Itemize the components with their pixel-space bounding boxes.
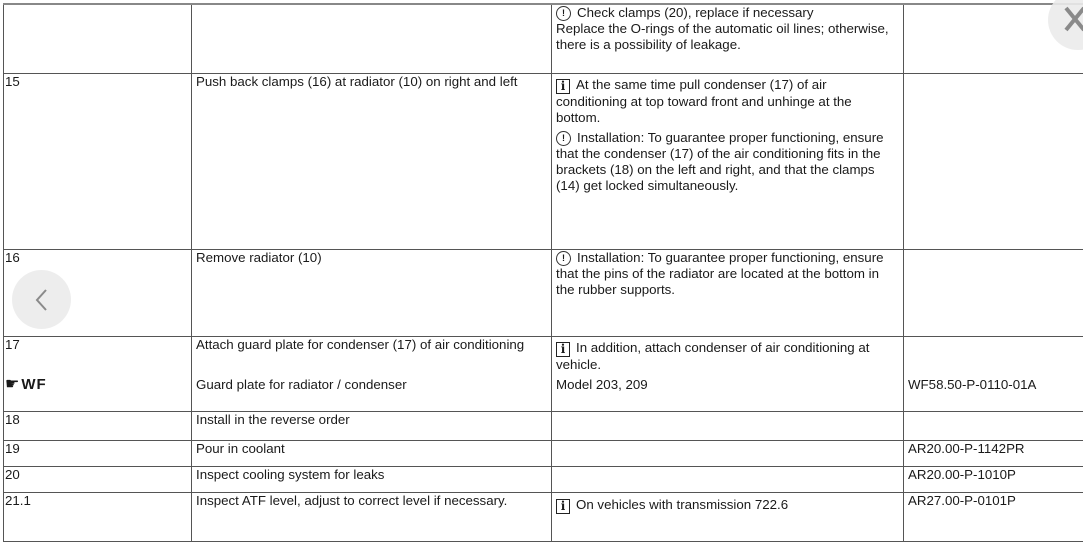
- note-text: On vehicles with transmission 722.6: [576, 497, 789, 512]
- reference-cell: [904, 74, 1083, 250]
- reference-cell: [904, 337, 1083, 378]
- reference-link[interactable]: WF58.50-P-0110-01A: [904, 377, 1083, 412]
- action-cell: Guard plate for radiator / condenser: [192, 377, 552, 412]
- step-cell: 17: [4, 337, 192, 378]
- step-cell: [4, 4, 192, 74]
- step-cell: 20: [4, 467, 192, 493]
- pointing-hand-icon: ☛: [5, 376, 20, 393]
- notes-cell: [552, 467, 904, 493]
- notes-cell: Model 203, 209: [552, 377, 904, 412]
- action-cell: Inspect cooling system for leaks: [192, 467, 552, 493]
- info-icon: i: [556, 79, 570, 94]
- notes-cell: [552, 337, 904, 378]
- step-cell: 19: [4, 441, 192, 467]
- action-cell: Remove radiator (10): [192, 250, 552, 337]
- note-text: Replace the O-rings of the automatic oil lines; otherwise, there is a possibility of leakage.: [556, 21, 889, 52]
- notes-cell: [552, 74, 904, 250]
- action-cell: Pour in coolant: [192, 441, 552, 467]
- table-row: [4, 467, 1083, 493]
- note-text: Check clamps (20), replace if necessary: [577, 5, 814, 20]
- chevron-left-icon: [32, 286, 52, 314]
- note-text: Installation: To guarantee proper functioning, ensure that the condenser (17) of the air conditioning fits in the brackets (18) on the left and right, and that the clamps (14) get locked simultaneously.: [556, 130, 884, 193]
- note-icon: !: [556, 251, 571, 266]
- action-cell: Install in the reverse order: [192, 412, 552, 441]
- note-text: At the same time pull condenser (17) of air conditioning at top toward front and unhinge at the bottom.: [556, 77, 852, 125]
- step-cell: 16: [4, 250, 192, 337]
- previous-page-button[interactable]: [12, 270, 71, 329]
- note-text: In addition, attach condenser of air conditioning at vehicle.: [556, 340, 870, 372]
- note-icon: !: [556, 131, 571, 146]
- info-icon: i: [556, 499, 570, 514]
- reference-link[interactable]: AR20.00-P-1010P: [904, 467, 1083, 493]
- step-cell: 18: [4, 412, 192, 441]
- action-cell: Inspect ATF level, adjust to correct level if necessary.: [192, 493, 552, 542]
- step-cell: [4, 377, 192, 412]
- notes-cell: [552, 493, 904, 542]
- notes-cell: [552, 4, 904, 74]
- table-row: [4, 441, 1083, 467]
- note-icon: !: [556, 6, 571, 21]
- step-cell: 21.1: [4, 493, 192, 542]
- table-row: [4, 337, 1083, 378]
- wf-label: WF: [21, 376, 47, 393]
- close-icon: [1048, 0, 1083, 50]
- table-row: [4, 250, 1083, 337]
- table-row: [4, 377, 1083, 412]
- reference-link[interactable]: AR20.00-P-1142PR: [904, 441, 1083, 467]
- notes-cell: [552, 441, 904, 467]
- table-row: [4, 74, 1083, 250]
- note-text: Installation: To guarantee proper functioning, ensure that the pins of the radiator are located at the bottom in the rubber supports.: [556, 250, 884, 297]
- info-icon: i: [556, 342, 570, 357]
- reference-link[interactable]: AR27.00-P-0101P: [904, 493, 1083, 542]
- notes-cell: [552, 412, 904, 441]
- table-row: [4, 412, 1083, 441]
- action-cell: Attach guard plate for condenser (17) of air conditioning: [192, 337, 552, 378]
- table-row: [4, 4, 1083, 74]
- reference-cell: [904, 250, 1083, 337]
- notes-cell: [552, 250, 904, 337]
- close-button[interactable]: [1048, 0, 1083, 50]
- step-cell: 15: [4, 74, 192, 250]
- table-row: [4, 493, 1083, 542]
- document-page: [3, 3, 1083, 542]
- action-cell: [192, 4, 552, 74]
- procedure-table: [3, 3, 1083, 542]
- action-cell: Push back clamps (16) at radiator (10) on right and left: [192, 74, 552, 250]
- reference-cell: [904, 412, 1083, 441]
